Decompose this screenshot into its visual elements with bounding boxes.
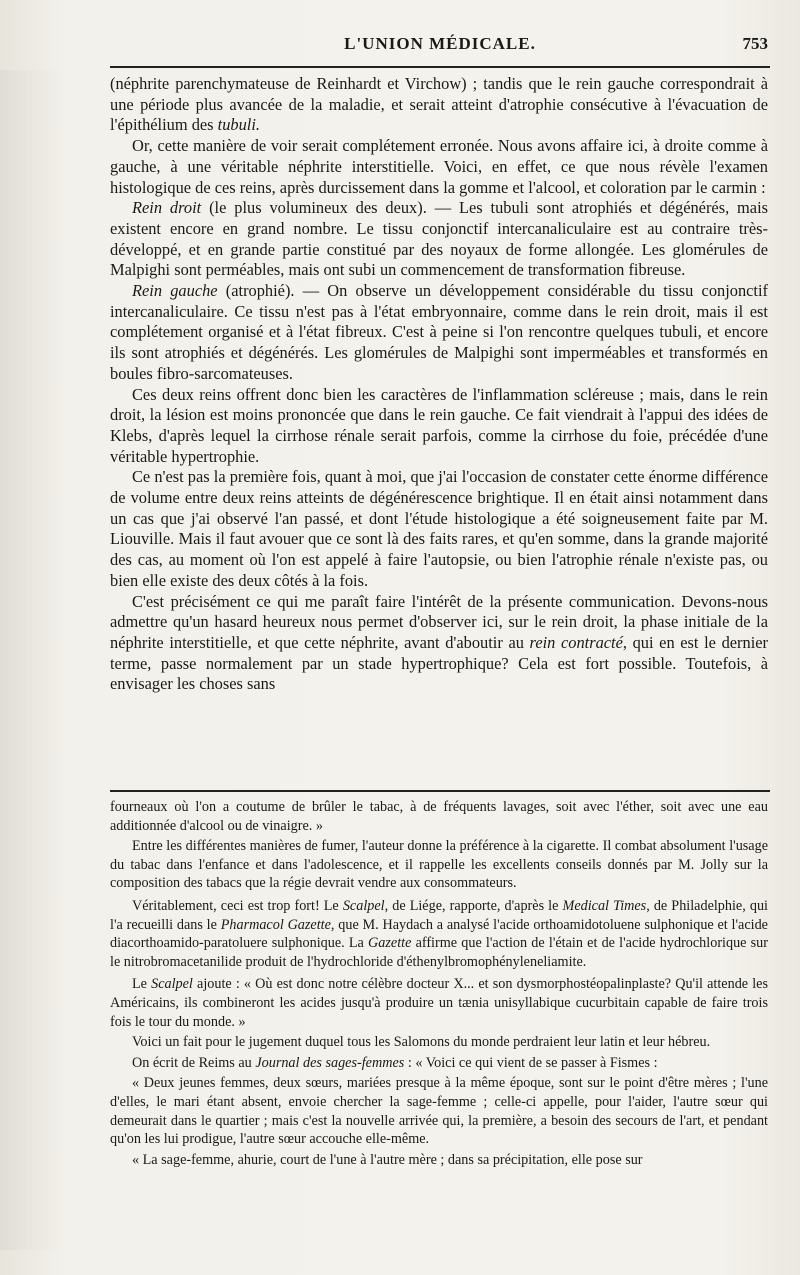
text: On écrit de Reims au <box>132 1054 256 1071</box>
feuilleton-paragraph: Voici un fait pour le jugement duquel tous les Salomons du monde perdraient leur latin et leur hébreu. <box>132 1034 711 1051</box>
paragraph <box>110 592 768 696</box>
text: , de Philadelphie, qui l'a recueilli dans le <box>110 897 768 933</box>
feuilleton-paragraph: Entre les différentes manières de fumer, l'auteur donne la préférence à la cigarette. Il combat absolument l'usage du tabac dans l'enfance et dans l'adolescence, et il rappelle les excellents conseils donnés par M. Jolly sur la composition des tabacs que la régie devrait vendre aux consommateurs. <box>110 838 768 892</box>
text: : « Voici ce qui vient de se passer à Fismes : <box>404 1054 658 1071</box>
italic-title: Pharmacol Gazette <box>220 916 331 933</box>
paragraph-rein-gauche <box>110 281 768 385</box>
italic-heading: Rein droit <box>132 198 202 218</box>
text: affirme que l'action de l'étain et de l'acide hydrochlorique sur le nitrobromacetanilide produit de l'hydrochloride d'éthenylbromophényleneliamite. <box>110 935 769 970</box>
paragraph-text: , qui en est le dernier terme, passe normalement par un stade hypertrophique? Cela est fort possible. Toutefois, à envisager les choses sans <box>110 632 768 694</box>
italic-title: Scalpel <box>151 976 193 993</box>
italic-term: rein contracté <box>529 632 623 652</box>
italic-title: Medical Times <box>562 897 647 914</box>
running-title: L'UNION MÉDICALE. <box>344 34 536 53</box>
feuilleton-paragraph <box>110 897 768 971</box>
bleed-through-margin <box>0 70 70 1250</box>
feuilleton-paragraph: « Deux jeunes femmes, deux sœurs, mariées presque à la même époque, sont sur le point d'être mères ; l'une d'elles, le mari étant absent, envoie chercher la sage-femme ; celle-ci appelle, pour l'aider, l'autre sœur qui demeurait dans le quartier ; mais c'est la nouvelle arrivée qui, la première, a besoin des secours de l'art, et pendant qu'on les lui prodigue, l'autre sœur accouche elle-même. <box>110 1075 768 1148</box>
paragraph <box>110 74 768 136</box>
feuilleton-paragraph <box>110 1054 768 1073</box>
main-text <box>110 74 768 695</box>
paragraph-text: C'est précisément ce qui me paraît faire l'intérêt de la présente communication. Devons-nous admettre qu'un hasard heureux nous permet d'observer ici, sur le rein droit, la phase initiale de la néphrite interstitielle, et que cette néphrite, avant d'aboutir au <box>110 591 768 652</box>
italic-heading: Rein gauche <box>132 281 218 301</box>
paragraph: Or, cette manière de voir serait complétement erronée. Nous avons affaire ici, à droite comme à gauche, à une véritable néphrite interstitielle. Voici, en effet, ce que nous révèle l'examen histologique de ces reins, après durcissement dans la gomme et l'alcool, et coloration par le carmin : <box>110 136 768 197</box>
text: Véritablement, ceci est trop fort! Le <box>132 897 343 914</box>
paragraph-text: (néphrite parenchymateuse de Reinhardt et Virchow) ; tandis que le rein gauche correspondrait à une période plus avancée de la maladie, et serait atteint d'atrophie consécutive à l'évacuation de l'épithélium des <box>110 74 768 135</box>
feuilleton-paragraph: « La sage-femme, ahurie, court de l'une à l'autre mère ; dans sa précipitation, elle pose sur <box>132 1151 643 1168</box>
text: , de Liége, rapporte, d'après le <box>384 897 563 914</box>
italic-title: Scalpel <box>342 897 385 914</box>
italic-title: Gazette <box>368 935 412 952</box>
feuilleton-text <box>110 798 768 1171</box>
italic-term: tubuli. <box>217 115 261 135</box>
italic-title: Journal des sages-femmes <box>255 1054 405 1071</box>
text: ajoute : « Où est donc notre célèbre docteur X... et son dysmorphostéopalinplaste? Qu'il attende les Américains, ils combineront les acides jusqu'à produire un tænia unisyllabique cucurbitain capable de faire trois fois le tour du monde. » <box>110 976 768 1030</box>
page-number: 753 <box>742 34 768 53</box>
paragraph: Ce n'est pas la première fois, quant à moi, que j'ai l'occasion de constater cette énorme différence de volume entre deux reins atteints de dégénérescence brightique. Il en était ainsi notamment dans un cas que j'ai observé l'an passé, et dont l'étude histologique a été soigneusement faite par M. Liouville. Mais il faut avouer que ce sont là des faits rares, et qu'en somme, dans la grande majorité des cas, au moment où l'on est appelé à faire l'autopsie, ou bien l'atrophie rénale n'existe pas, ou bien elle existe des deux côtés à la fois. <box>110 467 768 590</box>
paragraph: Ces deux reins offrent donc bien les caractères de l'inflammation scléreuse ; mais, dans le rein droit, la lésion est moins prononcée que dans le rein gauche. Ce fait viendrait à l'appui des idées de Klebs, d'après lequel la cirrhose rénale serait parfois, comme la cirrhose du foie, précédée d'une véritable hypertrophie. <box>110 384 768 466</box>
paragraph-rein-droit <box>110 198 768 281</box>
feuilleton-rule <box>110 790 770 792</box>
paragraph-text: (le plus volumineux des deux). — Les tubuli sont atrophiés et dégénérés, mais existent encore en grand nombre. Le tissu conjonctif intercanaliculaire est au contraire très-développé, et en grande partie constitué par des noyaux de forme allongée. Les glomérules de Malpighi sont perméables, mais ont subi un commencement de transformation fibreuse. <box>110 198 769 280</box>
text: Le <box>132 976 152 993</box>
feuilleton-paragraph <box>110 975 768 1031</box>
feuilleton-paragraph: fourneaux où l'on a coutume de brûler le tabac, à de fréquents lavages, soit avec l'éther, soit avec une eau additionnée d'alcool ou de vinaigre. » <box>110 799 768 834</box>
header-rule <box>110 66 770 68</box>
paragraph-text: (atrophié). — On observe un développement considérable du tissu conjonctif intercanaliculaire. Ce tissu n'est pas à l'état embryonnaire, comme dans le rein droit, mais il est complétement organisé et à l'état fibreux. C'est à peine si l'on rencontre quelques tubuli, et encore ils sont atrophiés et dégénérés. Les glomérules de Malpighi sont imperméables et transformés en boules fibro-sarcomateuses. <box>110 281 768 383</box>
text: , que M. Haydach a analysé l'acide orthoamidotoluene sulphonique et l'acide diacorthoamido-paratoluere sulphonique. La <box>110 916 768 952</box>
page-header <box>112 34 768 60</box>
